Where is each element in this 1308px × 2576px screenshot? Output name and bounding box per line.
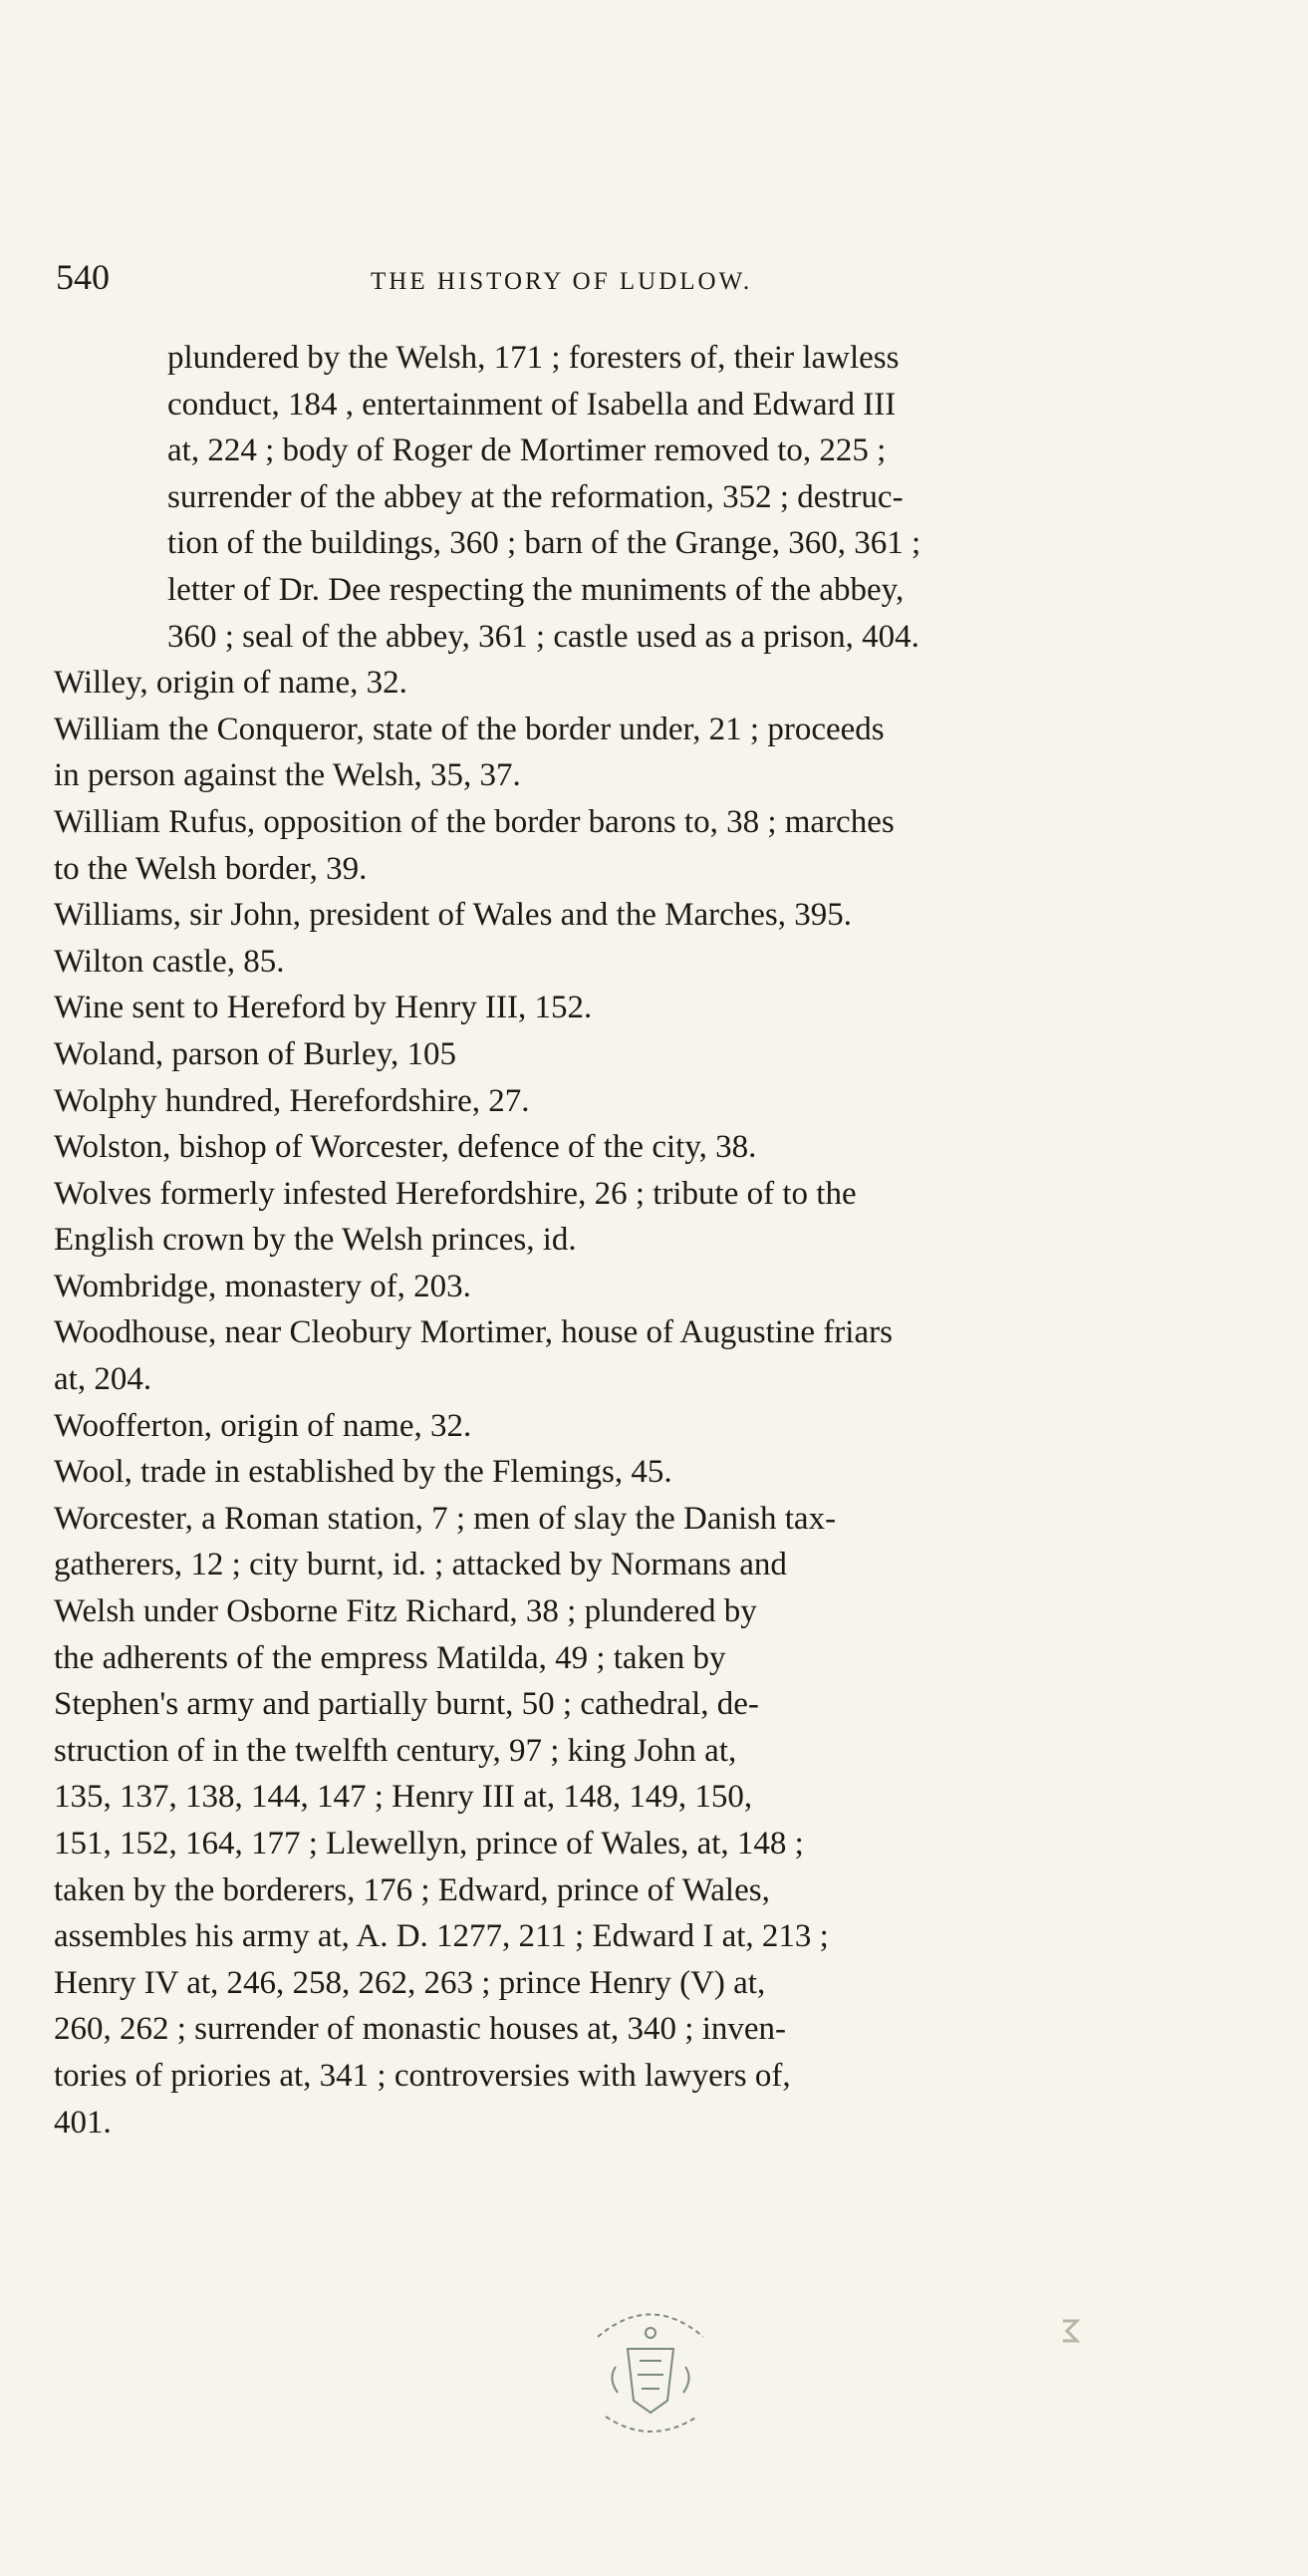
index-entry-wine xyxy=(54,985,1050,1031)
entry-line: plundered by the Welsh, 171 ; foresters of, their lawless xyxy=(167,340,900,376)
running-title: THE HISTORY OF LUDLOW. xyxy=(371,268,753,295)
index-entry-woofferton xyxy=(54,1403,1050,1450)
entry-line: Wolphy hundred, Herefordshire, 27. xyxy=(54,1082,530,1119)
entry-line: to the Welsh border, 39. xyxy=(54,850,368,887)
index-entry-wolves xyxy=(54,1171,1050,1264)
entry-line: the adherents of the empress Matilda, 49 ; taken by xyxy=(54,1639,726,1676)
index-entry-worcester xyxy=(54,1496,1050,2146)
entry-line: English crown by the Welsh princes, id. xyxy=(54,1222,577,1259)
margin-mark-icon xyxy=(1059,2317,1081,2345)
entry-line: Stephen's army and partially burnt, 50 ; cathedral, de- xyxy=(54,1686,759,1723)
entry-line: William the Conqueror, state of the border under, 21 ; proceeds xyxy=(54,711,885,747)
index-entry-wool xyxy=(54,1449,1050,1496)
entry-line: Wool, trade in established by the Flemings, 45. xyxy=(54,1454,672,1491)
entry-line: 260, 262 ; surrender of monastic houses at, 340 ; inven- xyxy=(54,2011,787,2048)
entry-line: Wombridge, monastery of, 203. xyxy=(54,1268,471,1304)
entry-line: Wine sent to Hereford by Henry III, 152. xyxy=(54,990,593,1026)
entry-line: tion of the buildings, 360 ; barn of the Grange, 360, 361 ; xyxy=(167,525,921,562)
entry-line: Henry IV at, 246, 258, 262, 263 ; prince Henry (V) at, xyxy=(54,1964,766,2001)
entry-line: struction of in the twelfth century, 97 ; king John at, xyxy=(54,1732,737,1769)
page-number: 540 xyxy=(56,257,110,297)
index-entry-william-conqueror xyxy=(54,707,1050,799)
index-entry-continuation xyxy=(54,335,1050,660)
index-entry-wolston xyxy=(54,1124,1050,1171)
entry-line: Wolston, bishop of Worcester, defence of the city, 38. xyxy=(54,1129,757,1166)
entry-line: letter of Dr. Dee respecting the muniments of the abbey, xyxy=(167,571,905,608)
entry-line: Woofferton, origin of name, 32. xyxy=(54,1407,472,1444)
entry-line: Wilton castle, 85. xyxy=(54,943,285,980)
entry-line: Willey, origin of name, 32. xyxy=(54,665,407,702)
entry-line: at, 224 ; body of Roger de Mortimer removed to, 225 ; xyxy=(167,432,887,469)
index-entry-willey xyxy=(54,660,1050,707)
entry-line: conduct, 184 , entertainment of Isabella and Edward III xyxy=(167,386,897,423)
index-body xyxy=(54,335,1050,2146)
entry-line: Williams, sir John, president of Wales and the Marches, 395. xyxy=(54,897,852,934)
page-header xyxy=(56,256,1281,306)
entry-line: Welsh under Osborne Fitz Richard, 38 ; plundered by xyxy=(54,1593,757,1630)
index-entry-williams xyxy=(54,892,1050,939)
index-entry-woland xyxy=(54,1031,1050,1078)
index-entry-wilton-castle xyxy=(54,939,1050,986)
index-entry-woodhouse xyxy=(54,1309,1050,1402)
entry-line: 360 ; seal of the abbey, 361 ; castle used as a prison, 404. xyxy=(167,618,919,655)
entry-line: gatherers, 12 ; city burnt, id. ; attacked by Normans and xyxy=(54,1547,787,1583)
entry-line: Woland, parson of Burley, 105 xyxy=(54,1035,456,1072)
entry-line: Woodhouse, near Cleobury Mortimer, house of Augustine friars xyxy=(54,1314,893,1351)
library-stamp-icon xyxy=(576,2297,725,2441)
entry-line: assembles his army at, A. D. 1277, 211 ; Edward I at, 213 ; xyxy=(54,1918,829,1955)
index-entry-wolphy xyxy=(54,1078,1050,1125)
entry-line: at, 204. xyxy=(54,1361,152,1398)
entry-line: William Rufus, opposition of the border barons to, 38 ; marches xyxy=(54,803,895,840)
index-entry-william-rufus xyxy=(54,799,1050,892)
entry-line: Worcester, a Roman station, 7 ; men of slay the Danish tax- xyxy=(54,1500,837,1537)
entry-line: in person against the Welsh, 35, 37. xyxy=(54,757,521,794)
entry-line: surrender of the abbey at the reformation, 352 ; destruc- xyxy=(167,478,904,515)
entry-line: 135, 137, 138, 144, 147 ; Henry III at, 148, 149, 150, xyxy=(54,1779,753,1816)
entry-line: taken by the borderers, 176 ; Edward, prince of Wales, xyxy=(54,1871,770,1908)
entry-line: 401. xyxy=(54,2104,112,2141)
entry-line: 151, 152, 164, 177 ; Llewellyn, prince of Wales, at, 148 ; xyxy=(54,1826,804,1861)
index-entry-wombridge xyxy=(54,1264,1050,1310)
entry-line: Wolves formerly infested Herefordshire, 26 ; tribute of to the xyxy=(54,1175,857,1212)
entry-line: tories of priories at, 341 ; controversies with lawyers of, xyxy=(54,2057,791,2094)
